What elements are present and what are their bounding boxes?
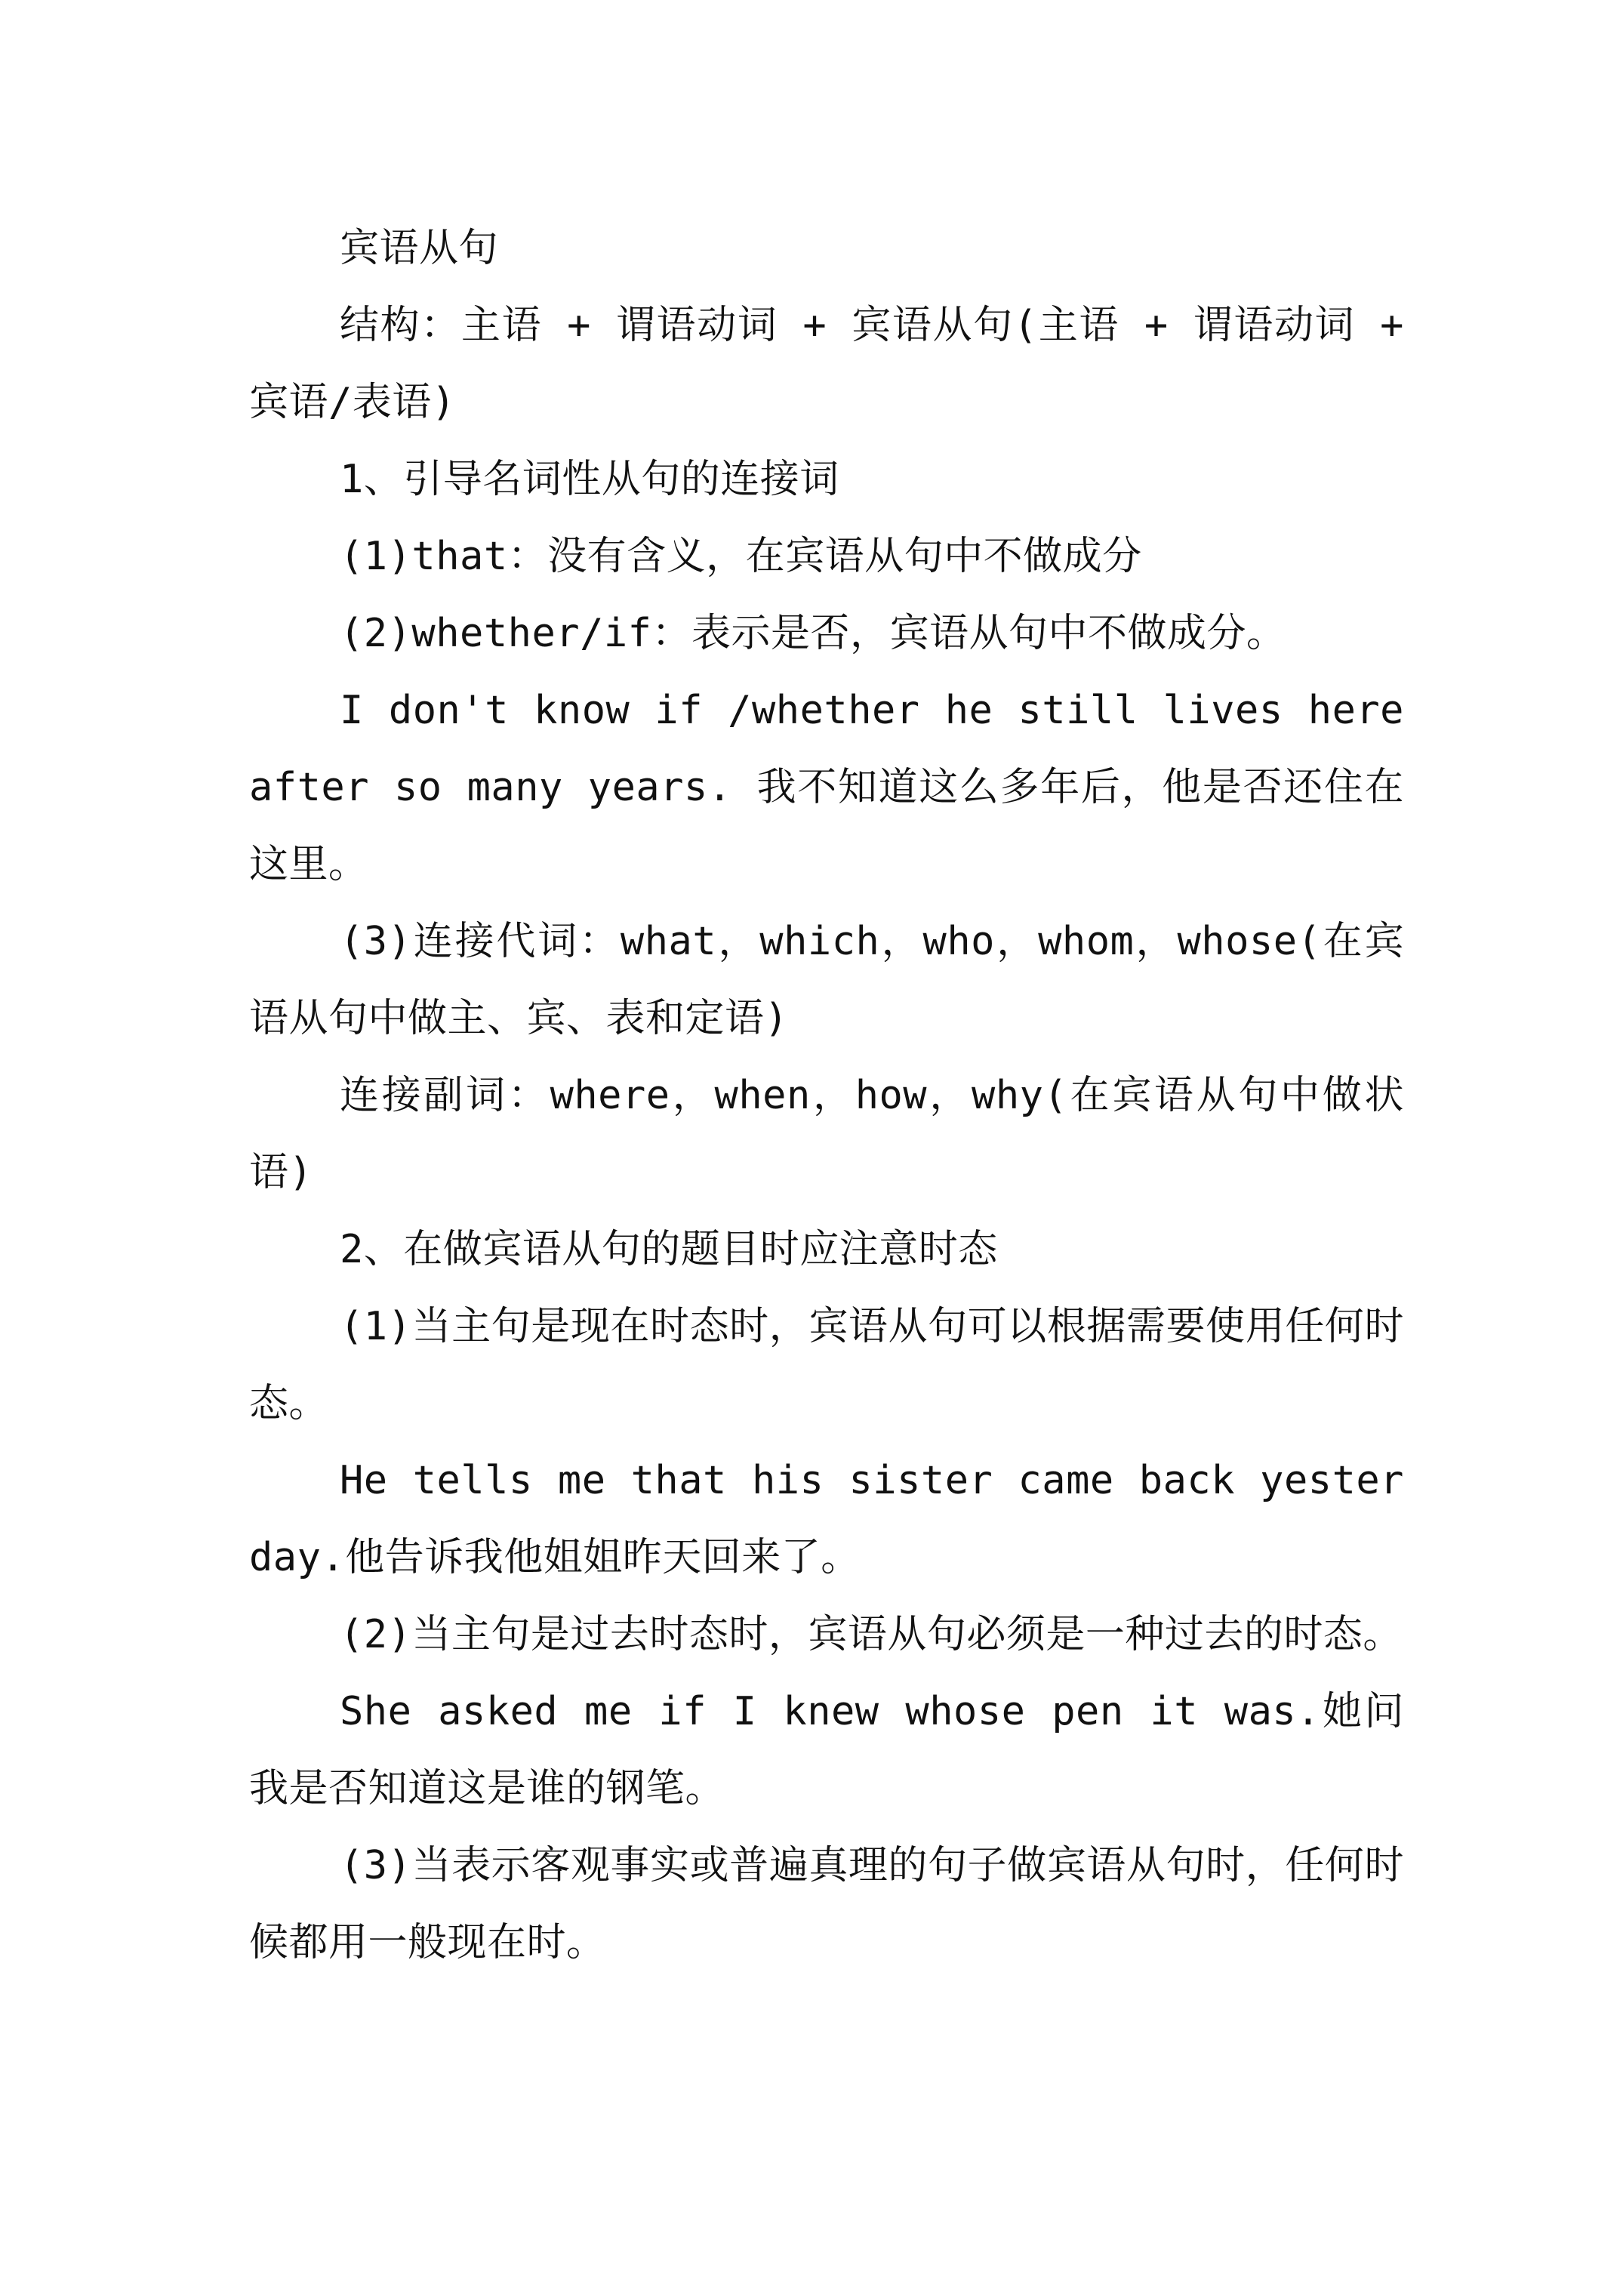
paragraph-example-1: I don't know if /whether he still lives here after so many years. 我不知道这么多年后，他是否还住在这里。 — [249, 688, 1404, 887]
paragraph-universal-truth: (3)当表示客观事实或普遍真理的句子做宾语从句时，任何时候都用一般现在时。 — [249, 1843, 1404, 1965]
paragraph-whether-if: (2)whether/if：表示是否，宾语从句中不做成分。 — [340, 611, 1286, 656]
paragraph-example-2: He tells me that his sister came back yesterday.他告诉我他姐姐昨天回来了。 — [249, 1458, 1404, 1580]
paragraph-past-tense: (2)当主句是过去时态时，宾语从句必须是一种过去的时态。 — [340, 1612, 1403, 1657]
paragraph-structure: 结构：主语 + 谓语动词 + 宾语从句(主语 + 谓语动词 + 宾语/表语) — [249, 303, 1404, 425]
paragraph-connective-adverbs: 连接副词：where，when，how，why(在宾语从句中做状语) — [249, 1073, 1404, 1195]
paragraph-connective-pronouns: (3)连接代词：what，which，who，whom，whose(在宾语从句中做主、宾、表和定语) — [249, 919, 1404, 1041]
paragraph-present-tense: (1)当主句是现在时态时，宾语从句可以根据需要使用任何时态。 — [249, 1304, 1404, 1426]
document-title: 宾语从句 — [340, 226, 499, 271]
paragraph-that: (1)that：没有含义，在宾语从句中不做成分 — [340, 534, 1142, 579]
document-body — [249, 210, 1404, 1981]
paragraph-example-3: She asked me if I knew whose pen it was.她问我是否知道这是谁的钢笔。 — [249, 1689, 1404, 1811]
paragraph-section-2-heading: 2、在做宾语从句的题目时应注意时态 — [340, 1227, 998, 1272]
paragraph-section-1-heading: 1、引导名词性从句的连接词 — [340, 457, 839, 502]
